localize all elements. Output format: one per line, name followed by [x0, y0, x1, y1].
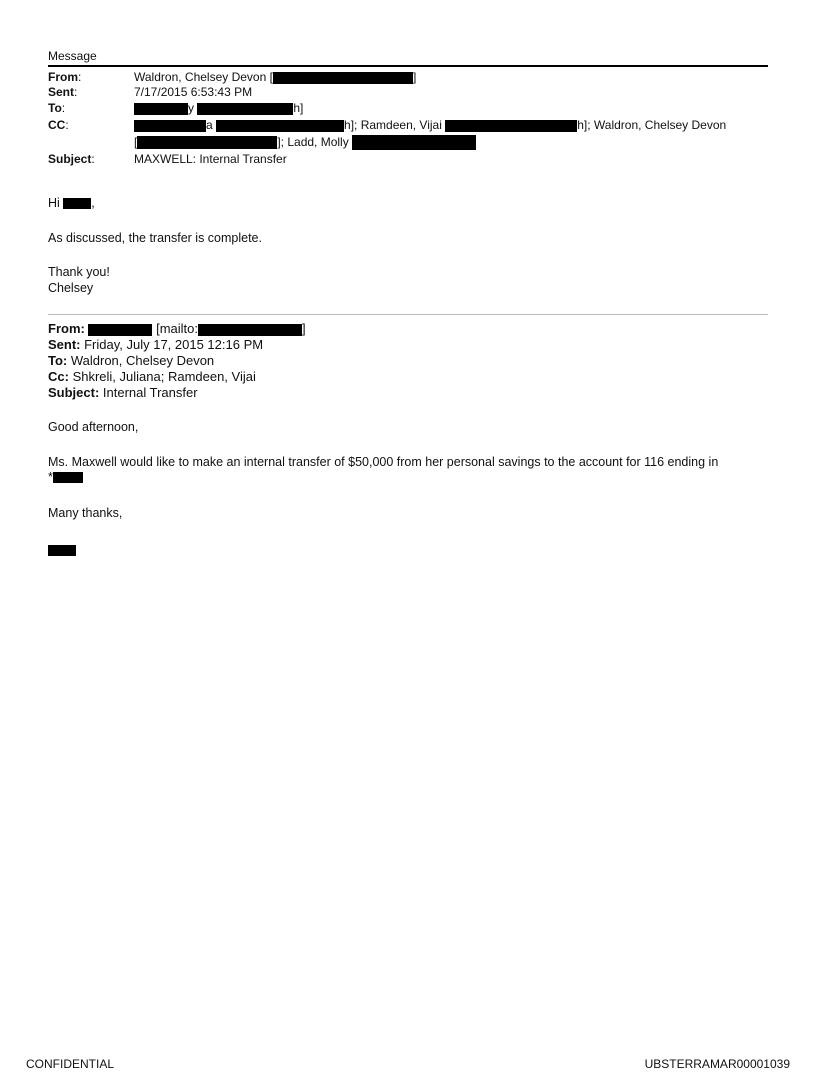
orig-from-label: From: — [48, 321, 85, 336]
to-colon: : — [61, 101, 66, 115]
cc-label-wrap — [48, 118, 69, 132]
cc-label: CC — [48, 118, 66, 132]
from-value-wrap — [134, 70, 416, 84]
from-value: Waldron, Chelsey Devon [ — [134, 70, 273, 84]
redaction-block — [137, 136, 277, 149]
reply-greeting: Hi — [48, 196, 60, 210]
cc-frag1: a — [206, 118, 213, 132]
orig-from-mailto: [mailto: — [152, 321, 198, 336]
from-label-wrap — [48, 70, 81, 84]
sent-value: 7/17/2015 6:53:43 PM — [134, 85, 253, 99]
cc-colon: : — [65, 118, 69, 132]
orig-sent-value: Friday, July 17, 2015 12:16 PM — [80, 337, 264, 352]
orig-body1: Ms. Maxwell would like to make an internal transfer of $50,000 from her personal savings to the account for 116 ending in — [48, 455, 719, 469]
cc-frag2: h]; Ramdeen, Vijai — [344, 118, 442, 132]
orig-subject-line — [48, 385, 198, 400]
orig-to-line — [48, 353, 214, 368]
redaction-block — [198, 324, 302, 336]
redaction-block — [88, 324, 152, 336]
cc-value-wrap — [134, 118, 726, 132]
cc-line2-wrap — [134, 135, 476, 150]
reply-sign1: Thank you! — [48, 265, 110, 279]
sent-colon: : — [74, 85, 78, 99]
separator-rule — [48, 314, 768, 315]
orig-sent-line — [48, 337, 263, 352]
redaction-block — [134, 103, 188, 115]
cc-line2-mid: ]; Ladd, Molly — [277, 135, 349, 149]
sent-label-wrap — [48, 85, 77, 99]
header-rule — [48, 65, 768, 67]
redaction-block — [197, 103, 293, 115]
footer-confidential: CONFIDENTIAL — [26, 1057, 115, 1071]
orig-sent-label: Sent: — [48, 337, 81, 352]
orig-cc-label: Cc: — [48, 369, 69, 384]
footer-bates-number: UBSTERRAMAR00001039 — [644, 1057, 790, 1071]
redaction-block — [273, 72, 413, 84]
orig-subject-value: Internal Transfer — [99, 385, 198, 400]
subject-label: Subject — [48, 152, 92, 166]
sent-label: Sent — [48, 85, 75, 99]
to-value-wrap — [134, 101, 303, 115]
cc-line2-open: [ — [134, 135, 138, 149]
to-frag1: y — [188, 101, 194, 115]
redaction-block — [445, 120, 577, 132]
orig-cc-value: Shkreli, Juliana; Ramdeen, Vijai — [68, 369, 256, 384]
redaction-block — [48, 545, 76, 556]
message-heading: Message — [48, 49, 97, 63]
redaction-block — [53, 472, 83, 483]
subject-value: MAXWELL: Internal Transfer — [134, 152, 287, 166]
orig-subject-label: Subject: — [48, 385, 100, 400]
redaction-block — [216, 120, 344, 132]
reply-line1: As discussed, the transfer is complete. — [48, 231, 262, 245]
cc-frag3: h]; Waldron, Chelsey Devon — [577, 118, 727, 132]
redaction-block — [352, 135, 476, 150]
from-close: ] — [412, 70, 417, 84]
redaction-block — [134, 120, 206, 132]
reply-sign2: Chelsey — [48, 281, 94, 295]
from-colon: : — [78, 70, 82, 84]
orig-closing: Many thanks, — [48, 506, 123, 520]
subject-colon: : — [91, 152, 95, 166]
orig-greeting: Good afternoon, — [48, 420, 139, 434]
reply-greeting-wrap — [48, 196, 95, 211]
orig-to-value: Waldron, Chelsey Devon — [67, 353, 215, 368]
orig-cc-line — [48, 369, 256, 384]
reply-greeting-end: , — [91, 196, 95, 210]
signature-redaction-wrap — [48, 542, 76, 560]
orig-from-line — [48, 321, 306, 336]
subject-label-wrap — [48, 152, 95, 166]
orig-from-close: ] — [301, 321, 306, 336]
orig-body2: * — [48, 470, 53, 484]
orig-body2-wrap — [48, 470, 83, 485]
to-frag2: h] — [293, 101, 304, 115]
to-label-wrap — [48, 101, 65, 115]
redaction-block — [63, 198, 91, 209]
from-label: From — [48, 70, 78, 84]
orig-to-label: To: — [48, 353, 68, 368]
to-label: To — [48, 101, 62, 115]
